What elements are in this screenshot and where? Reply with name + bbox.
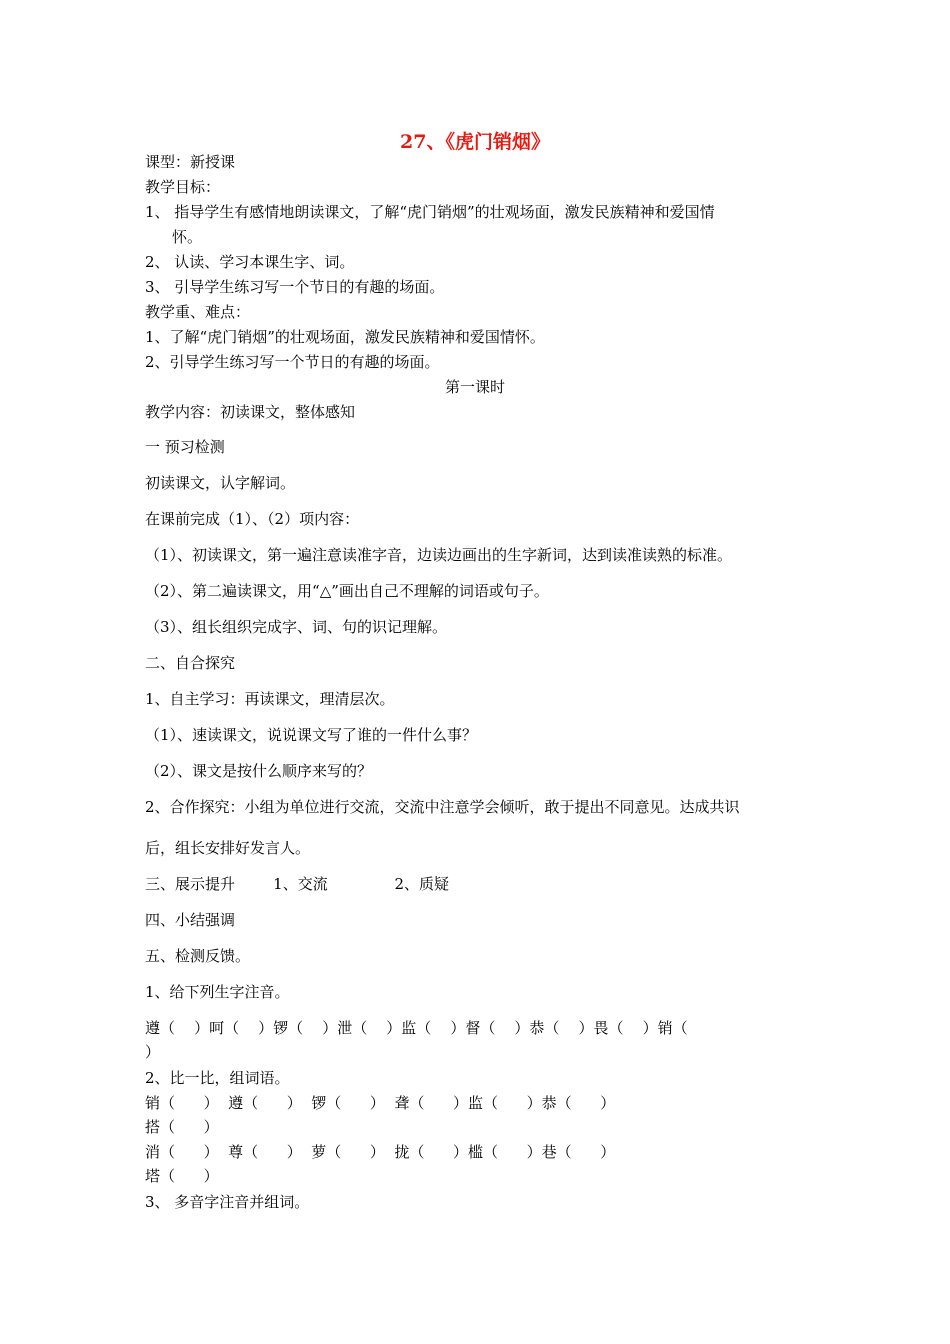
section-2-para-1: 1、自主学习：再读课文，理清层次。 <box>145 690 395 708</box>
exercise-2-row-2: 消（ ） 尊（ ） 萝（ ） 拢（ ）槛（ ）巷（ ） <box>145 1143 616 1161</box>
exercise-2-row-1: 销（ ） 遵（ ） 锣（ ） 聋（ ）监（ ）恭（ ） <box>145 1094 616 1112</box>
section-2-para-2-continuation: 后，组长安排好发言人。 <box>145 839 311 857</box>
course-type: 课型：新授课 <box>145 153 236 171</box>
goal-1: 1、 指导学生有感情地朗读课文，了解“虎门销烟”的壮观场面，激发民族精神和爱国情 <box>145 203 715 221</box>
section-4-heading: 四、小结强调 <box>145 911 236 929</box>
teaching-content: 教学内容：初读课文，整体感知 <box>145 403 356 421</box>
goal-2: 2、 认读、学习本课生字、词。 <box>145 253 355 271</box>
section-2-para-2: 2、合作探究：小组为单位进行交流，交流中注意学会倾听，敢于提出不同意见。达成共识 <box>145 798 740 816</box>
section-3-heading: 三、展示提升 1、交流 2、质疑 <box>145 875 449 893</box>
section-2-question-2: （2）、课文是按什么顺序来写的？ <box>145 762 373 780</box>
section-2-heading: 二、自合探究 <box>145 654 236 672</box>
goal-1-continuation: 怀。 <box>172 228 203 246</box>
lesson-heading: 第一课时 <box>444 378 505 396</box>
exercise-2-prompt: 2、比一比，组词语。 <box>145 1069 290 1087</box>
exercise-2-row-2-tail: 塔（ ） <box>145 1167 219 1185</box>
exercise-1-tail: ） <box>145 1043 161 1061</box>
exercise-1-characters: 遵（ ）呵（ ）锣（ ）泄（ ）监（ ）督（ ）恭（ ）畏（ ）销（ <box>145 1019 688 1037</box>
section-5-heading: 五、检测反馈。 <box>145 947 251 965</box>
section-1-heading: 一 预习检测 <box>145 438 225 456</box>
section-2-question-1: （1）、速读课文，说说课文写了谁的一件什么事？ <box>145 726 478 744</box>
section-1-item-2: （2）、第二遍读课文，用“△”画出自己不理解的词语或句子。 <box>145 582 549 600</box>
section-1-item-1: （1）、初读课文，第一遍注意读准字音，边读边画出的生字新词，达到读准读熟的标准。 <box>145 546 733 564</box>
keypoint-2: 2、引导学生练习写一个节日的有趣的场面。 <box>145 353 440 371</box>
exercise-3-prompt: 3、 多音字注音并组词。 <box>145 1193 310 1211</box>
exercise-2-row-1-tail: 搭（ ） <box>145 1118 219 1136</box>
document-title: 27、《虎门销烟》 <box>400 131 550 153</box>
goals-heading: 教学目标： <box>145 178 221 196</box>
goal-3: 3、 引导学生练习写一个节日的有趣的场面。 <box>145 278 445 296</box>
section-1-para-1: 初读课文，认字解词。 <box>145 474 296 492</box>
section-1-item-3: （3）、组长组织完成字、词、句的识记理解。 <box>145 618 448 636</box>
keypoints-heading: 教学重、难点： <box>145 303 251 321</box>
section-1-para-2: 在课前完成（1）、（2）项内容： <box>145 510 360 528</box>
keypoint-1: 1、了解“虎门销烟”的壮观场面，激发民族精神和爱国情怀。 <box>145 328 545 346</box>
exercise-1-prompt: 1、给下列生字注音。 <box>145 983 290 1001</box>
